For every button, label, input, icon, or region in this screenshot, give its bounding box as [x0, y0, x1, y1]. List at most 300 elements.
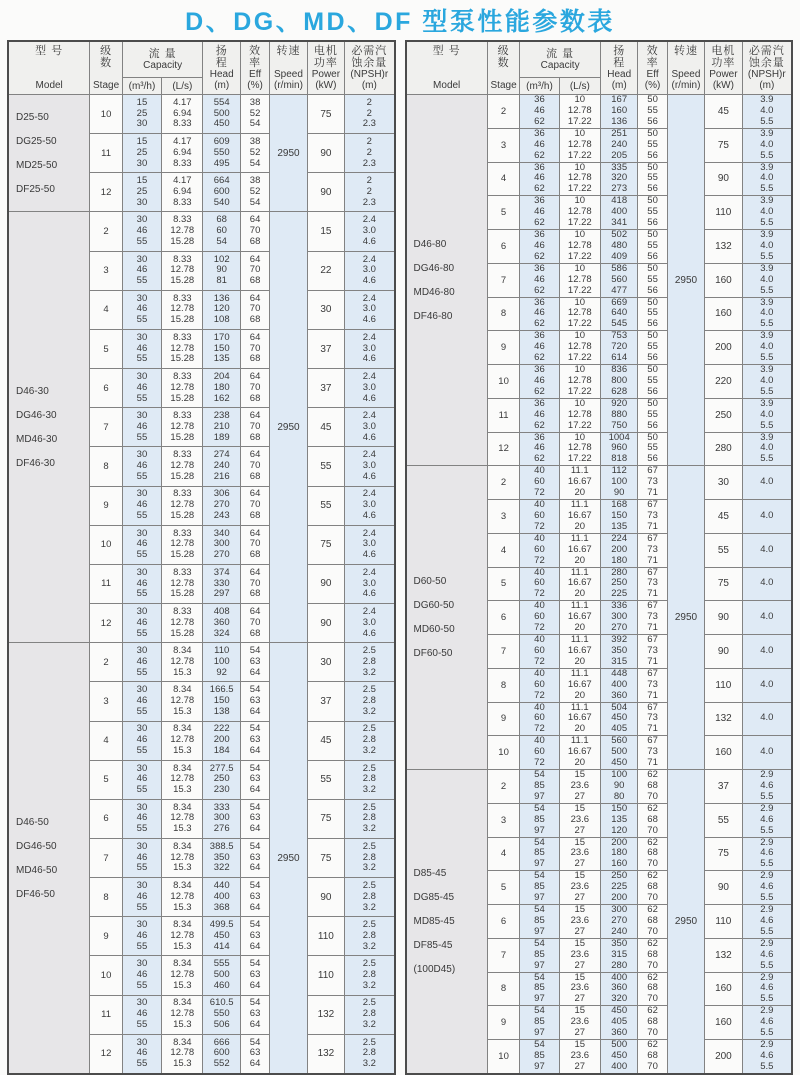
cell-line: 3.0 — [362, 460, 376, 472]
capacity-ls-cell — [559, 263, 600, 297]
model-list — [9, 386, 89, 469]
head-cell — [600, 668, 637, 702]
cell-line: 11.1 — [570, 465, 589, 477]
cell-line: 10 — [574, 330, 586, 342]
cell-line: 135 — [611, 520, 628, 532]
header-power-en — [308, 69, 344, 91]
cell-line: 5.5 — [760, 385, 774, 397]
cell-line: 5.5 — [760, 892, 774, 904]
stage-cell: 12 — [90, 1034, 122, 1074]
cell-line: 46 — [136, 616, 148, 628]
eff-cell — [638, 702, 667, 736]
header-line: Head — [607, 69, 632, 80]
cell-line: 15.3 — [173, 784, 192, 796]
capacity-ls-cell — [559, 230, 600, 264]
capacity-ls-cell — [559, 1006, 600, 1040]
header-eff-en — [638, 69, 666, 91]
cell-line: 67 — [647, 499, 658, 511]
power-cell: 160 — [705, 972, 742, 1006]
cell-line: 180 — [213, 381, 230, 393]
cell-line: 225 — [611, 588, 628, 600]
cell-line: 12.78 — [170, 538, 195, 550]
cell-line: 72 — [534, 689, 545, 701]
speed-cell: 2950 — [270, 643, 307, 1074]
cell-line: 506 — [213, 1019, 230, 1031]
capacity-m3h-cell — [122, 564, 161, 603]
header-speed-cn — [270, 45, 306, 57]
cell-line: 30 — [136, 410, 148, 422]
eff-cell — [638, 432, 667, 466]
model-name: D46-30 — [16, 385, 49, 397]
cell-line: 64 — [249, 370, 261, 382]
cell-line: 12.78 — [567, 273, 592, 285]
cell-line: 23.6 — [570, 847, 590, 859]
cell-line: 40 — [534, 735, 545, 747]
eff-cell — [638, 635, 667, 669]
cell-line: 64 — [249, 566, 261, 578]
header-stage — [90, 42, 121, 94]
cell-line: 15.3 — [173, 940, 192, 952]
head-cell — [600, 938, 637, 972]
cell-line: 55 — [136, 823, 148, 835]
npsh-cell — [742, 95, 792, 129]
cell-line: 224 — [611, 532, 628, 544]
cell-line: 60 — [534, 644, 545, 656]
cell-line: 3.9 — [760, 94, 774, 106]
cell-line: 15.3 — [173, 1058, 192, 1070]
cell-line: 2.8 — [362, 1047, 376, 1059]
cell-line: 8.33 — [173, 214, 192, 226]
stage-cell: 3 — [90, 682, 122, 721]
cell-line: 15.3 — [173, 666, 192, 678]
stage-cell: 2 — [90, 212, 122, 251]
cell-line: 46 — [136, 577, 148, 589]
cell-line: 64 — [249, 979, 261, 991]
power-cell: 220 — [705, 365, 742, 399]
cell-line: 2.5 — [362, 840, 376, 852]
cell-line: 8.33 — [173, 566, 192, 578]
cell-line: 360 — [611, 1027, 628, 1039]
header-head-cn — [203, 45, 239, 69]
power-cell: 75 — [705, 567, 742, 601]
header-npsh-en — [743, 69, 791, 91]
model-cell — [406, 95, 488, 466]
header-line: Capacity — [143, 60, 183, 72]
header-line: 数 — [497, 57, 510, 69]
head-cell — [600, 398, 637, 432]
cell-line: 46 — [136, 342, 148, 354]
head-cell — [600, 736, 637, 770]
cell-line: 669 — [611, 296, 628, 308]
cell-line: 46 — [534, 239, 545, 251]
head-cell — [203, 838, 240, 877]
cell-line: 52 — [249, 185, 261, 197]
cell-line: 10 — [574, 195, 586, 207]
header-stage-en — [90, 80, 121, 91]
cell-line: 335 — [611, 161, 628, 173]
capacity-m3h-cell — [520, 432, 559, 466]
cell-line: 62 — [647, 836, 658, 848]
header-model — [406, 41, 488, 95]
cell-line: 55 — [136, 705, 148, 717]
cell-line: 54 — [534, 937, 545, 949]
cell-line: 3.2 — [362, 901, 376, 913]
cell-line: 2.4 — [362, 527, 376, 539]
cell-line: 64 — [249, 253, 261, 265]
cell-line: 16.67 — [567, 746, 592, 758]
header-capacity — [123, 42, 203, 77]
cell-line: 2 — [366, 136, 372, 148]
stage-cell: 2 — [487, 95, 519, 129]
eff-cell — [638, 466, 667, 500]
stage-cell: 6 — [90, 799, 122, 838]
cell-line: 315 — [611, 655, 628, 667]
cell-line: 3.9 — [760, 296, 774, 308]
capacity-ls-cell — [559, 500, 600, 534]
cell-line: 2.9 — [760, 769, 774, 781]
power-cell: 55 — [307, 760, 344, 799]
capacity-m3h-cell — [122, 212, 161, 251]
speed-cell: 2950 — [270, 212, 307, 643]
stage-cell: 9 — [90, 917, 122, 956]
power-cell: 90 — [705, 162, 742, 196]
cell-line: 46 — [534, 206, 545, 218]
npsh-cell — [742, 770, 792, 804]
header-eff — [638, 42, 666, 94]
model-list — [407, 239, 487, 322]
cell-line: 68 — [249, 353, 261, 365]
capacity-m3h-cell — [520, 196, 559, 230]
header-model — [407, 42, 487, 94]
cell-line: 64 — [249, 1019, 261, 1031]
cell-line: 67 — [647, 735, 658, 747]
cell-line: 8.33 — [173, 331, 192, 343]
cell-line: 880 — [611, 408, 628, 420]
cell-line: 30 — [136, 449, 148, 461]
cell-line: 270 — [213, 499, 230, 511]
cell-line: 3.0 — [362, 381, 376, 393]
cell-line: 315 — [611, 948, 628, 960]
cell-line: 15.28 — [170, 353, 195, 365]
cell-line: 753 — [611, 330, 628, 342]
head-cell — [203, 995, 240, 1034]
cell-line: 71 — [647, 487, 658, 499]
head-cell — [600, 702, 637, 736]
cell-line: 6.94 — [173, 146, 192, 158]
cell-line: 560 — [611, 735, 628, 747]
cell-line: 55 — [136, 275, 148, 287]
npsh-cell — [742, 500, 792, 534]
cell-line: 12.78 — [567, 104, 592, 116]
cell-line: 2.4 — [362, 605, 376, 617]
npsh-cell — [345, 408, 395, 447]
cell-line: 11.1 — [570, 701, 589, 713]
power-cell: 90 — [307, 134, 344, 173]
capacity-m3h-cell — [122, 682, 161, 721]
cell-line: 72 — [534, 757, 545, 769]
cell-line: 62 — [534, 385, 545, 397]
cell-line: 85 — [534, 914, 545, 926]
cell-line: 20 — [574, 487, 586, 499]
capacity-m3h-cell — [122, 486, 161, 525]
cell-line: 46 — [534, 408, 545, 420]
capacity-m3h-cell — [122, 878, 161, 917]
cell-line: 4.6 — [362, 275, 376, 287]
eff-cell — [240, 329, 269, 368]
capacity-ls-cell — [559, 837, 600, 871]
header-eff-en — [241, 69, 269, 91]
npsh-cell — [742, 466, 792, 500]
cell-line: 16.67 — [567, 577, 592, 589]
cell-line: 500 — [213, 107, 230, 119]
cell-line: 70 — [249, 342, 261, 354]
cell-line: 46 — [136, 929, 148, 941]
capacity-m3h-cell — [520, 601, 559, 635]
cell-line: 60 — [534, 543, 545, 555]
cell-line: 600 — [213, 185, 230, 197]
cell-line: 54 — [534, 870, 545, 882]
capacity-ls-cell — [162, 251, 203, 290]
cell-line: 46 — [534, 138, 545, 150]
cell-line: 15.28 — [170, 392, 195, 404]
cell-line: 3.0 — [362, 303, 376, 315]
cell-line: 10 — [574, 431, 586, 443]
cell-line: 306 — [213, 488, 230, 500]
cell-line: 46 — [534, 104, 545, 116]
head-cell — [203, 251, 240, 290]
npsh-cell — [742, 871, 792, 905]
eff-cell — [240, 1034, 269, 1074]
capacity-m3h-cell — [122, 1034, 161, 1074]
cell-line: 16.67 — [567, 678, 592, 690]
cell-line: 62 — [647, 971, 658, 983]
cell-line: 63 — [249, 929, 261, 941]
cell-line: 62 — [647, 904, 658, 916]
header-head — [203, 41, 240, 95]
cell-line: 27 — [574, 790, 586, 802]
cell-line: 12.78 — [170, 851, 195, 863]
header-stage — [487, 41, 519, 95]
cell-line: 30 — [136, 527, 148, 539]
cell-line: 73 — [647, 476, 658, 488]
cell-line: 30 — [136, 118, 148, 130]
cell-line: 8.34 — [173, 645, 192, 657]
cell-line: 46 — [136, 890, 148, 902]
cell-line: 46 — [136, 655, 148, 667]
cell-line: 460 — [213, 979, 230, 991]
cell-line: 27 — [574, 1060, 586, 1072]
model-cell — [406, 466, 488, 770]
cell-line: 36 — [534, 330, 545, 342]
header-npsh — [742, 41, 792, 95]
cell-line: 189 — [213, 431, 230, 443]
stage-cell: 8 — [487, 972, 519, 1006]
header-line: 蚀余量 — [351, 57, 388, 69]
model-name: DF25-50 — [16, 183, 55, 195]
cell-line: 27 — [574, 925, 586, 937]
cell-line: 36 — [534, 127, 545, 139]
cell-line: 68 — [647, 948, 658, 960]
cell-line: 12.78 — [567, 374, 592, 386]
cell-line: 16.67 — [567, 543, 592, 555]
power-cell: 110 — [705, 196, 742, 230]
stage-cell: 7 — [487, 263, 519, 297]
cell-line: 17.22 — [567, 149, 592, 161]
cell-line: 40 — [534, 667, 545, 679]
capacity-m3h-cell — [520, 466, 559, 500]
cell-line: 12.78 — [170, 812, 195, 824]
speed-cell: 2950 — [667, 770, 704, 1075]
eff-cell — [240, 447, 269, 486]
cell-line: 20 — [574, 588, 586, 600]
cell-line: 15.3 — [173, 862, 192, 874]
npsh-cell — [742, 533, 792, 567]
cell-line: 16.67 — [567, 644, 592, 656]
stage-cell: 10 — [487, 1040, 519, 1075]
cell-line: 46 — [136, 499, 148, 511]
stage-cell: 2 — [487, 466, 519, 500]
capacity-m3h-cell — [520, 230, 559, 264]
stage-cell: 10 — [90, 956, 122, 995]
head-cell — [203, 290, 240, 329]
cell-line: 36 — [534, 195, 545, 207]
cell-line: 12.78 — [567, 408, 592, 420]
power-cell: 160 — [705, 736, 742, 770]
cell-line: 68 — [647, 881, 658, 893]
cell-line: 1004 — [608, 431, 630, 443]
cell-line: 2.5 — [362, 958, 376, 970]
cell-line: 30 — [136, 997, 148, 1009]
model-name: DG25-50 — [16, 135, 57, 147]
head-cell — [600, 466, 637, 500]
cell-line: 160 — [611, 104, 628, 116]
cell-line: 20 — [574, 622, 586, 634]
capacity-m3h-cell — [122, 290, 161, 329]
cell-line: 97 — [534, 993, 545, 1005]
capacity-ls-cell — [162, 447, 203, 486]
cell-line: 30 — [136, 605, 148, 617]
cell-line: 73 — [647, 509, 658, 521]
table-row — [8, 643, 395, 682]
cell-line: 4.6 — [760, 914, 774, 926]
cell-line: 62 — [534, 453, 545, 465]
cell-line: 60 — [534, 577, 545, 589]
cell-line: 71 — [647, 554, 658, 566]
cell-line: 64 — [249, 605, 261, 617]
stage-cell: 4 — [90, 290, 122, 329]
cell-line: 40 — [534, 701, 545, 713]
eff-cell — [240, 799, 269, 838]
capacity-ls-cell — [162, 799, 203, 838]
cell-line: 2.5 — [362, 762, 376, 774]
cell-line: 2.3 — [362, 196, 376, 208]
head-cell — [600, 263, 637, 297]
cell-line: 280 — [611, 959, 628, 971]
cell-line: 12.78 — [567, 307, 592, 319]
cell-line: 10 — [574, 397, 586, 409]
header-line: Model — [35, 80, 63, 91]
header-stage — [488, 42, 519, 94]
cell-line: 480 — [611, 239, 628, 251]
cell-line: 50 — [647, 296, 658, 308]
cell-line: 3.0 — [362, 264, 376, 276]
head-cell — [203, 486, 240, 525]
header-line: 转速 — [276, 45, 301, 57]
capacity-ls-cell — [559, 365, 600, 399]
model-cell — [8, 643, 90, 1074]
stage-cell: 6 — [487, 601, 519, 635]
capacity-m3h-cell — [122, 95, 161, 134]
cell-line: 6.94 — [173, 107, 192, 119]
header-line: Capacity — [540, 60, 580, 72]
cell-line: 56 — [647, 217, 658, 229]
cell-line: 68 — [647, 982, 658, 994]
power-cell: 37 — [307, 369, 344, 408]
head-cell — [600, 95, 637, 129]
cell-line: 62 — [534, 217, 545, 229]
cell-line: 400 — [213, 890, 230, 902]
cell-line: 3.0 — [362, 538, 376, 550]
capacity-m3h-cell — [520, 567, 559, 601]
npsh-cell — [345, 721, 395, 760]
cell-line: 55 — [647, 408, 658, 420]
power-cell: 45 — [705, 500, 742, 534]
cell-line: 55 — [136, 979, 148, 991]
cell-line: 4.0 — [760, 138, 774, 150]
power-cell: 90 — [307, 604, 344, 643]
capacity-m3h-cell — [520, 533, 559, 567]
cell-line: 16.67 — [567, 611, 592, 623]
header-line: 率 — [249, 57, 262, 69]
cell-line: 150 — [611, 802, 628, 814]
stage-cell: 4 — [487, 162, 519, 196]
cell-line: 350 — [611, 937, 628, 949]
cell-line: 55 — [136, 744, 148, 756]
capacity-ls-cell — [162, 95, 203, 134]
cell-line: 10 — [574, 127, 586, 139]
model-list — [407, 868, 487, 975]
table-row — [406, 770, 793, 804]
cell-line: 10 — [574, 161, 586, 173]
eff-cell — [240, 212, 269, 251]
capacity-m3h-cell — [520, 871, 559, 905]
capacity-m3h-cell — [122, 760, 161, 799]
cell-line: 2.8 — [362, 929, 376, 941]
model-name: MD46-50 — [16, 864, 58, 876]
cell-line: 4.6 — [760, 1016, 774, 1028]
npsh-cell — [345, 447, 395, 486]
cell-line: 55 — [647, 307, 658, 319]
header-power — [307, 41, 344, 95]
capacity-m3h-cell — [520, 803, 559, 837]
power-cell: 200 — [705, 1040, 742, 1075]
power-cell: 37 — [307, 682, 344, 721]
cell-line: 2.3 — [362, 118, 376, 130]
model-name: DG60-50 — [413, 600, 455, 612]
cell-line: 4.6 — [362, 588, 376, 600]
cell-line: 5.5 — [760, 217, 774, 229]
cell-line: 210 — [213, 420, 230, 432]
power-cell: 75 — [705, 128, 742, 162]
eff-cell — [240, 525, 269, 564]
cell-line: 200 — [611, 543, 628, 555]
header-speed — [667, 41, 704, 95]
cell-line: 30 — [136, 370, 148, 382]
cell-line: 64 — [249, 705, 261, 717]
cell-line: 85 — [534, 847, 545, 859]
cell-line: 2.4 — [362, 488, 376, 500]
header-line: 蚀余量 — [748, 57, 785, 69]
